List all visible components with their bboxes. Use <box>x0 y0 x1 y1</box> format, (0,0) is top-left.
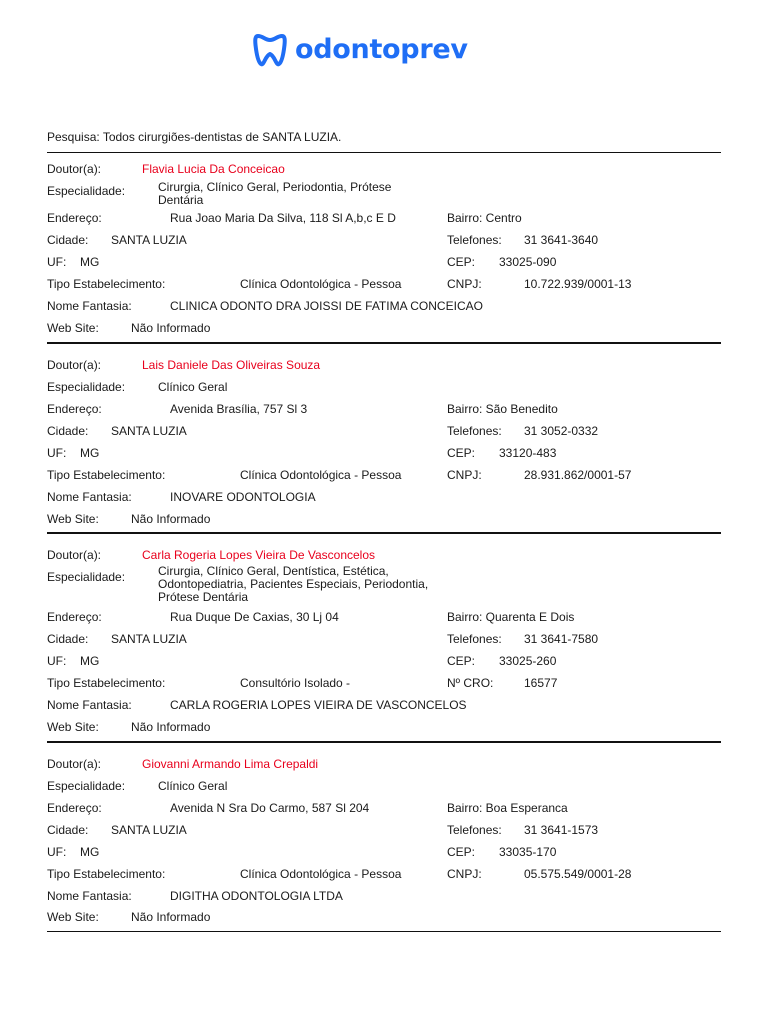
city-label: Cidade: <box>47 233 89 247</box>
cep-value: 33120-483 <box>499 446 557 460</box>
city-value: SANTA LUZIA <box>111 233 187 247</box>
fantasy-value: CARLA ROGERIA LOPES VIEIRA DE VASCONCELOS <box>170 698 467 712</box>
city-value: SANTA LUZIA <box>111 424 187 438</box>
fantasy-value: CLINICA ODONTO DRA JOISSI DE FATIMA CONCEICAO <box>170 299 483 313</box>
address-value: Rua Joao Maria Da Silva, 118 Sl A,b,c E D <box>170 211 396 225</box>
doctor-label: Doutor(a): <box>47 162 102 176</box>
website-value: Não Informado <box>131 321 211 335</box>
cep-label: CEP: <box>447 255 476 269</box>
website-value: Não Informado <box>131 910 211 924</box>
cep-value: 33025-260 <box>499 654 557 668</box>
district-value: Bairro: Boa Esperanca <box>447 801 568 815</box>
registration-value: 16577 <box>524 676 558 690</box>
website-label: Web Site: <box>47 720 99 734</box>
address-label: Endereço: <box>47 402 102 416</box>
cep-label: CEP: <box>447 446 476 460</box>
phones-label: Telefones: <box>447 823 502 837</box>
phones-label: Telefones: <box>447 233 502 247</box>
city-label: Cidade: <box>47 823 89 837</box>
city-label: Cidade: <box>47 632 89 646</box>
establishment-value: Clínica Odontológica - Pessoa <box>240 277 402 291</box>
registration-label: CNPJ: <box>447 867 482 881</box>
fantasy-value: INOVARE ODONTOLOGIA <box>170 490 316 504</box>
district-value: Bairro: Quarenta E Dois <box>447 610 575 624</box>
fantasy-label: Nome Fantasia: <box>47 490 132 504</box>
district-value: Bairro: São Benedito <box>447 402 558 416</box>
uf-value: MG <box>80 446 100 460</box>
cep-label: CEP: <box>447 654 476 668</box>
specialty-label: Especialidade: <box>47 380 126 394</box>
city-value: SANTA LUZIA <box>111 823 187 837</box>
record-divider <box>47 931 721 932</box>
uf-value: MG <box>80 845 100 859</box>
cep-value: 33025-090 <box>499 255 557 269</box>
registration-label: CNPJ: <box>447 277 482 291</box>
brand-logo <box>253 30 468 70</box>
city-value: SANTA LUZIA <box>111 632 187 646</box>
phone-value: 31 3641-3640 <box>524 233 599 247</box>
address-value: Avenida N Sra Do Carmo, 587 Sl 204 <box>170 801 370 815</box>
doctor-label: Doutor(a): <box>47 358 102 372</box>
uf-value: MG <box>80 255 100 269</box>
brand-name: odontoprev <box>295 34 468 65</box>
uf-label: UF: <box>47 446 67 460</box>
address-label: Endereço: <box>47 801 102 815</box>
city-label: Cidade: <box>47 424 89 438</box>
registration-value: 10.722.939/0001-13 <box>524 277 632 291</box>
establishment-label: Tipo Estabelecimento: <box>47 676 166 690</box>
phone-value: 31 3052-0332 <box>524 424 599 438</box>
uf-value: MG <box>80 654 100 668</box>
registration-label: CNPJ: <box>447 468 482 482</box>
fantasy-label: Nome Fantasia: <box>47 299 132 313</box>
establishment-label: Tipo Estabelecimento: <box>47 867 166 881</box>
fantasy-label: Nome Fantasia: <box>47 698 132 712</box>
website-label: Web Site: <box>47 512 99 526</box>
tooth-icon <box>253 32 287 68</box>
website-value: Não Informado <box>131 512 211 526</box>
phone-value: 31 3641-1573 <box>524 823 599 837</box>
uf-label: UF: <box>47 255 67 269</box>
phones-label: Telefones: <box>447 632 502 646</box>
registration-label: Nº CRO: <box>447 676 494 690</box>
registration-value: 05.575.549/0001-28 <box>524 867 632 881</box>
specialty-value: Clínico Geral <box>158 380 228 394</box>
specialty-label: Especialidade: <box>47 779 126 793</box>
search-description: Pesquisa: Todos cirurgiões-dentistas de SANTA LUZIA. <box>47 130 342 144</box>
doctor-name: Lais Daniele Das Oliveiras Souza <box>142 358 321 372</box>
establishment-value: Consultório Isolado - <box>240 676 351 690</box>
doctor-name: Giovanni Armando Lima Crepaldi <box>142 757 319 771</box>
doctor-name: Flavia Lucia Da Conceicao <box>142 162 285 176</box>
fantasy-label: Nome Fantasia: <box>47 889 132 903</box>
header-divider <box>47 152 721 153</box>
district-value: Bairro: Centro <box>447 211 522 225</box>
specialty-value: Cirurgia, Clínico Geral, Dentística, Estética, Odontopediatria, Pacientes Especiais, Periodontia, Prótese Dentária <box>158 564 429 604</box>
cep-value: 33035-170 <box>499 845 557 859</box>
doctor-label: Doutor(a): <box>47 757 102 771</box>
record-divider <box>47 532 721 534</box>
address-label: Endereço: <box>47 211 102 225</box>
doctor-label: Doutor(a): <box>47 548 102 562</box>
address-label: Endereço: <box>47 610 102 624</box>
establishment-label: Tipo Estabelecimento: <box>47 277 166 291</box>
website-label: Web Site: <box>47 321 99 335</box>
cep-label: CEP: <box>447 845 476 859</box>
phones-label: Telefones: <box>447 424 502 438</box>
establishment-value: Clínica Odontológica - Pessoa <box>240 867 402 881</box>
uf-label: UF: <box>47 845 67 859</box>
website-value: Não Informado <box>131 720 211 734</box>
establishment-label: Tipo Estabelecimento: <box>47 468 166 482</box>
uf-label: UF: <box>47 654 67 668</box>
specialty-label: Especialidade: <box>47 184 126 198</box>
specialty-value: Cirurgia, Clínico Geral, Periodontia, Prótese Dentária <box>158 180 392 207</box>
record-divider <box>47 342 721 344</box>
establishment-value: Clínica Odontológica - Pessoa <box>240 468 402 482</box>
record-divider <box>47 741 721 743</box>
address-value: Rua Duque De Caxias, 30 Lj 04 <box>170 610 339 624</box>
fantasy-value: DIGITHA ODONTOLOGIA LTDA <box>170 889 343 903</box>
specialty-value: Clínico Geral <box>158 779 228 793</box>
doctor-name: Carla Rogeria Lopes Vieira De Vasconcelos <box>142 548 376 562</box>
specialty-label: Especialidade: <box>47 570 126 584</box>
address-value: Avenida Brasília, 757 Sl 3 <box>170 402 308 416</box>
registration-value: 28.931.862/0001-57 <box>524 468 632 482</box>
website-label: Web Site: <box>47 910 99 924</box>
phone-value: 31 3641-7580 <box>524 632 599 646</box>
